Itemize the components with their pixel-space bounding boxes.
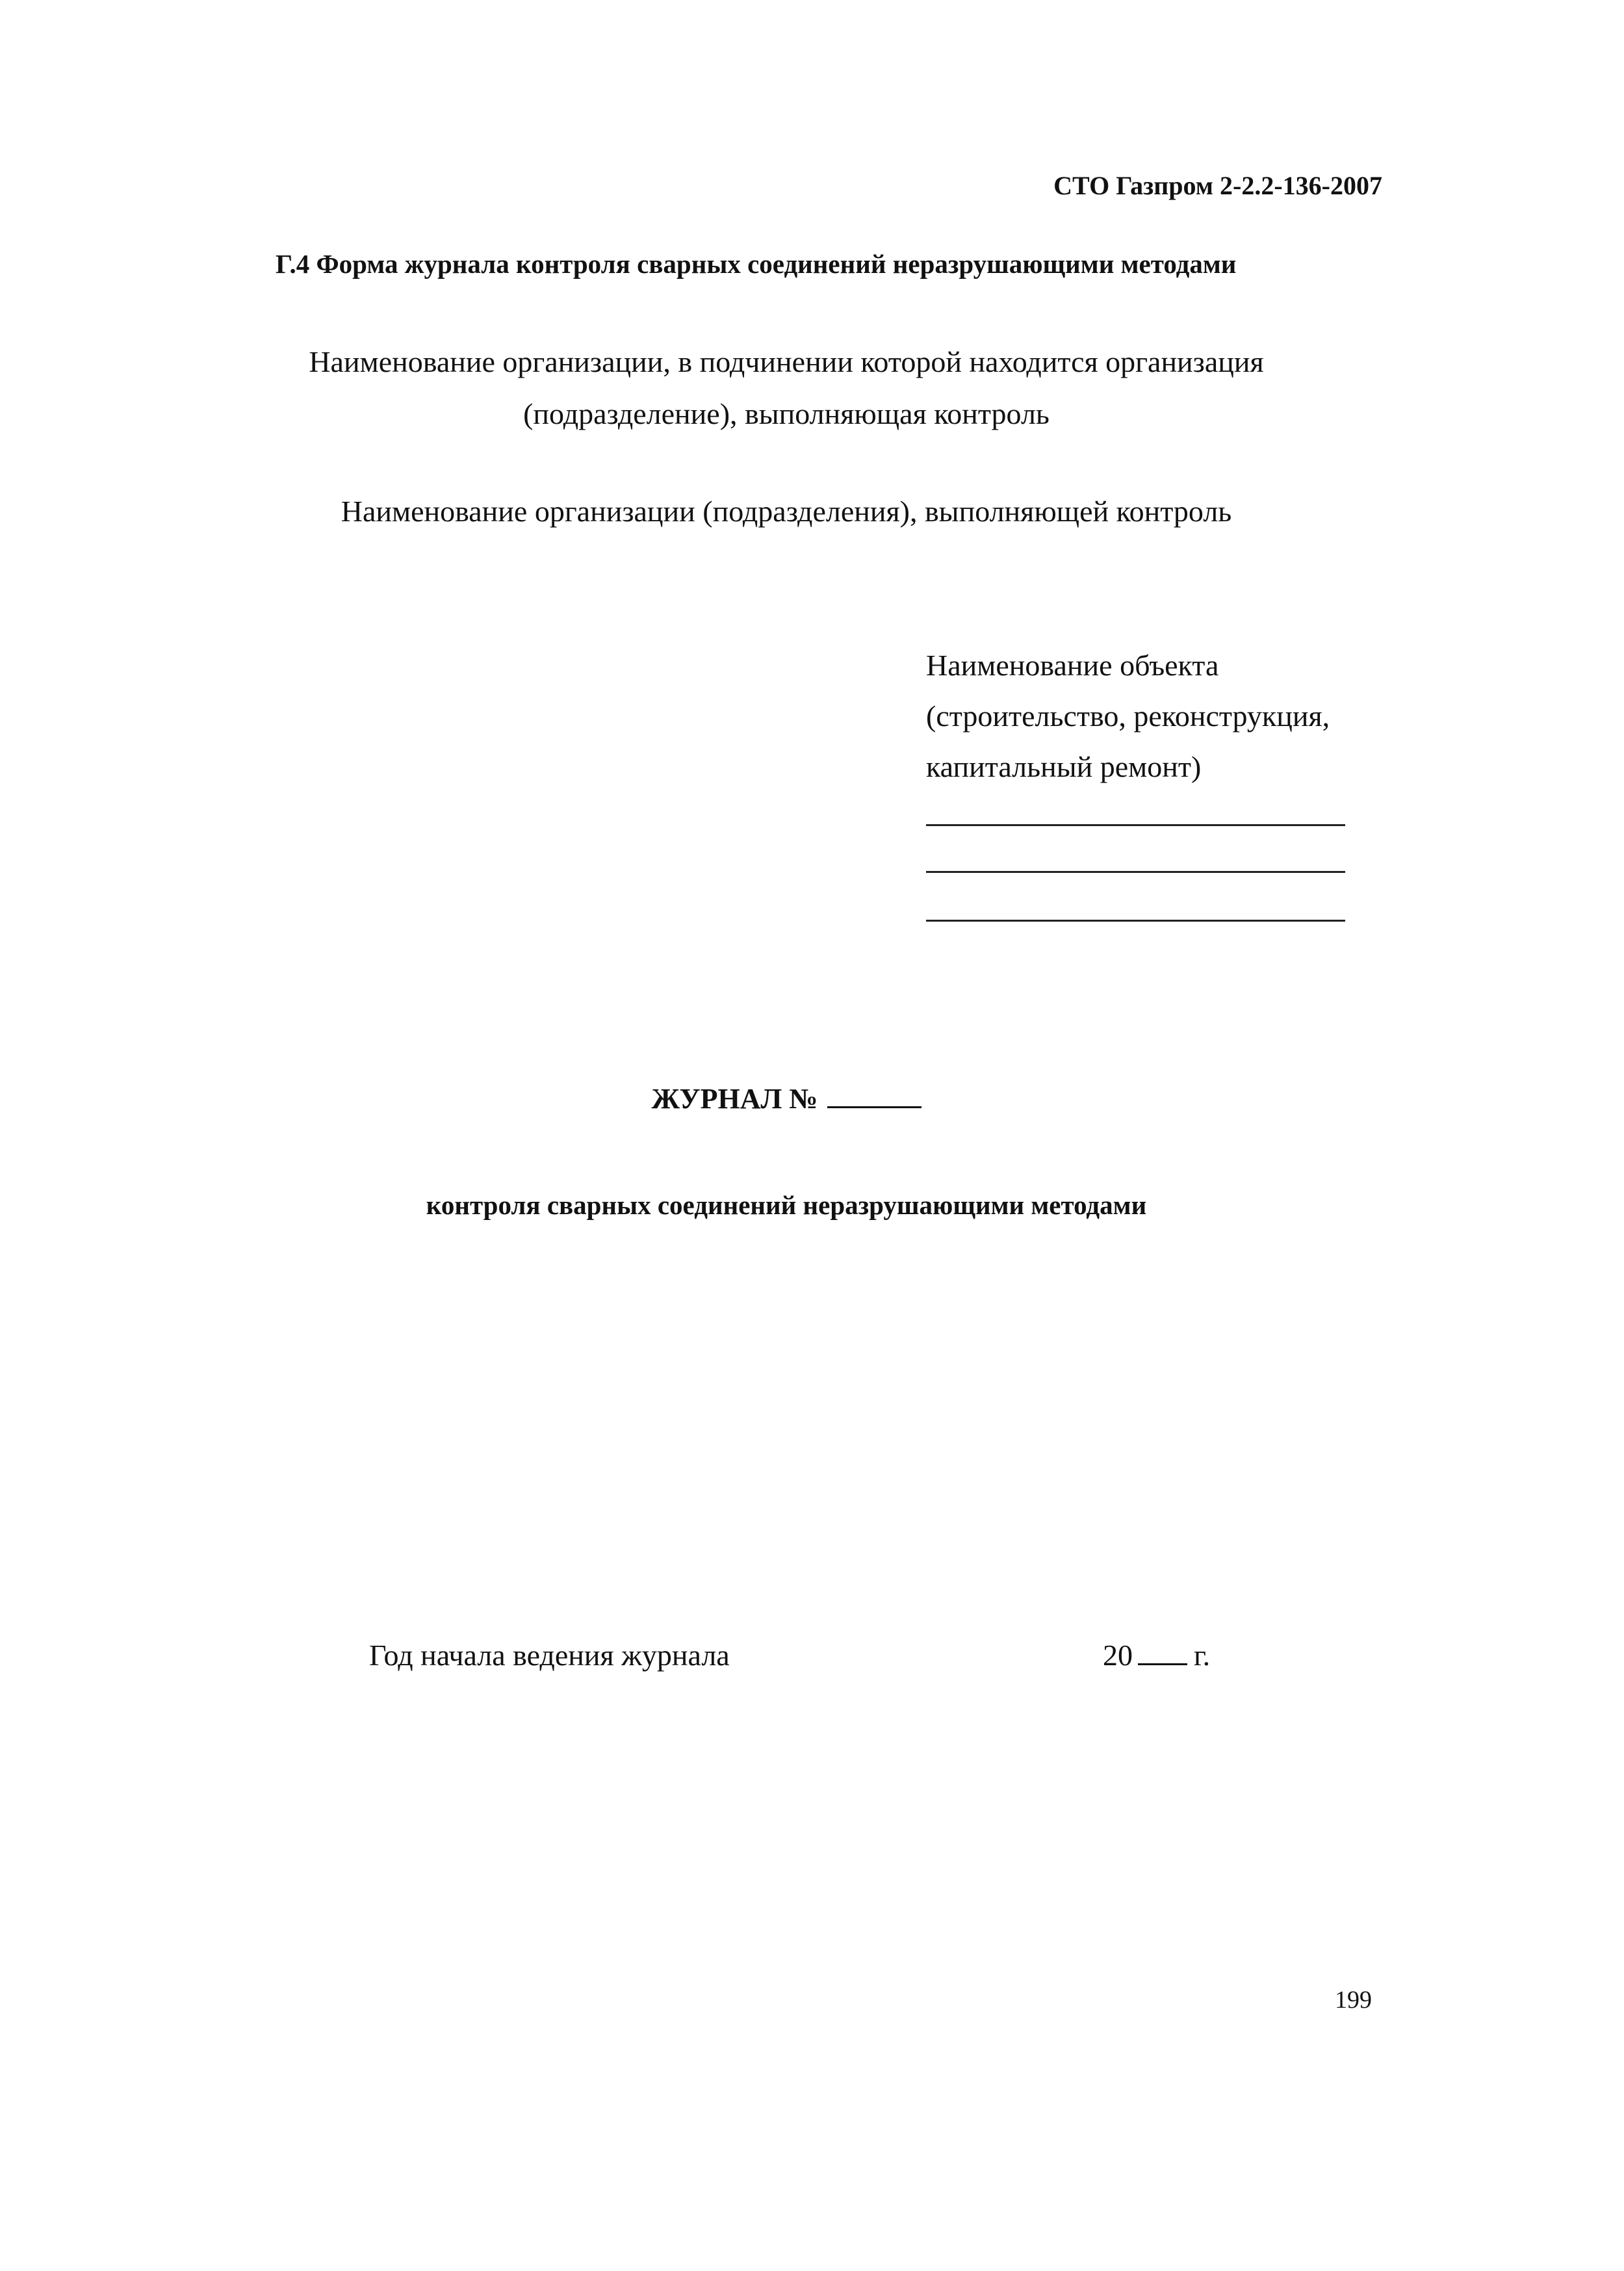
section-title: Г.4 Форма журнала контроля сварных соединений неразрушающими методами — [276, 249, 1237, 279]
year-blank[interactable] — [1138, 1640, 1187, 1665]
journal-number-blank[interactable] — [827, 1083, 922, 1108]
journal-subtitle: контроля сварных соединений неразрушающими методами — [426, 1190, 1147, 1220]
object-name-label-line-3: капитальный ремонт) — [926, 750, 1202, 783]
object-name-fill-line-1[interactable] — [926, 824, 1345, 826]
journal-title-text: ЖУРНАЛ № — [651, 1083, 818, 1115]
year-suffix: г. — [1194, 1639, 1211, 1672]
object-name-label-line-1: Наименование объекта — [926, 649, 1219, 682]
page-number: 199 — [1335, 1986, 1372, 2014]
start-year-field — [1103, 1638, 1210, 1672]
object-name-fill-line-2[interactable] — [926, 871, 1345, 873]
object-name-fill-line-3[interactable] — [926, 920, 1345, 922]
object-name-label-line-2: (строительство, реконструкция, — [926, 699, 1330, 733]
parent-organization-label-line-1: Наименование организации, в подчинении которой находится организация — [309, 345, 1264, 378]
parent-organization-label-line-2: (подразделение), выполняющая контроль — [523, 397, 1050, 430]
object-name-block — [926, 640, 1330, 792]
year-prefix: 20 — [1103, 1639, 1133, 1672]
control-organization-label: Наименование организации (подразделения), выполняющей контроль — [341, 495, 1232, 528]
start-year-label: Год начала ведения журнала — [369, 1639, 730, 1672]
document-code: СТО Газпром 2-2.2-136-2007 — [1053, 171, 1382, 200]
journal-title — [0, 1082, 1573, 1115]
